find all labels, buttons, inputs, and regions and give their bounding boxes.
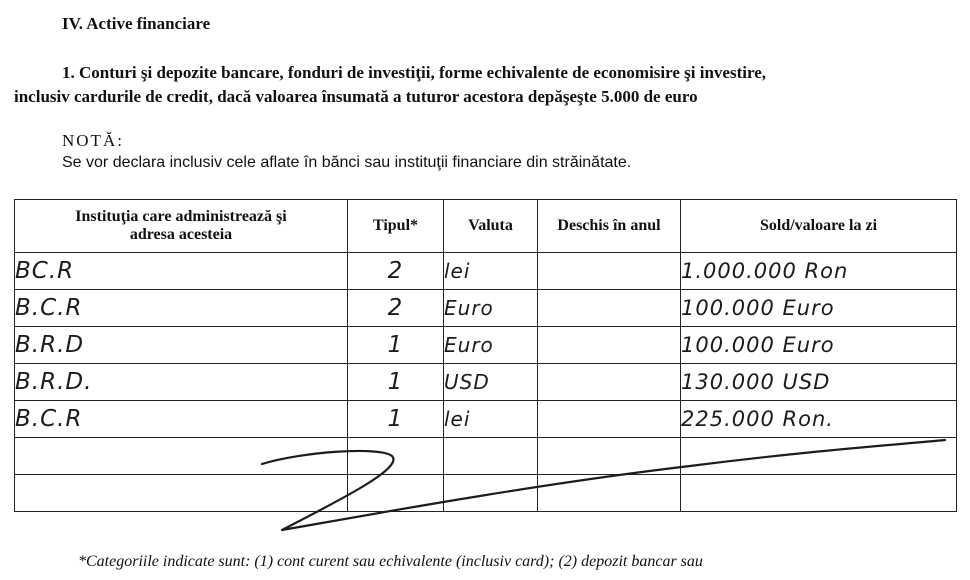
cell-opened [538,401,681,438]
financial-assets-table [14,199,957,512]
cell-opened [538,475,681,512]
cell-type: 1 [348,327,444,364]
cell-currency: Euro [444,290,538,327]
cell-institution: B.R.D. [15,364,348,401]
header-institution: Instituţia care administrează şi adresa acesteia [15,200,348,253]
heading-line-1: 1. Conturi şi depozite bancare, fonduri de investiţii, forme echivalente de economisire şi investire, [62,63,767,82]
cell-type: 2 [348,253,444,290]
table-row [15,364,957,401]
cell-institution: B.C.R [15,290,348,327]
cell-currency: Euro [444,327,538,364]
table-row [15,327,957,364]
section-title: IV. Active financiare [62,14,211,33]
table-row [15,253,957,290]
cell-type [348,438,444,475]
header-currency: Valuta [444,200,538,253]
header-type: Tipul* [348,200,444,253]
cell-type [348,475,444,512]
cell-currency [444,475,538,512]
cell-currency [444,438,538,475]
footnote: *Categoriile indicate sunt: (1) cont curent sau echivalente (inclusiv card); (2) depozit bancar sau [78,553,703,570]
cell-type: 2 [348,290,444,327]
table-row [15,475,957,512]
cell-opened [538,290,681,327]
cell-type: 1 [348,364,444,401]
table-row [15,401,957,438]
header-balance: Sold/valoare la zi [681,200,957,253]
cell-institution: BC.R [15,253,348,290]
cell-opened [538,364,681,401]
heading-line-2: inclusiv cardurile de credit, dacă valoarea însumată a tuturor acestora depăşeşte 5.000 de euro [14,87,698,106]
table-row [15,438,957,475]
cell-currency: USD [444,364,538,401]
cell-institution [15,475,348,512]
table-row [15,290,957,327]
nota-text: Se vor declara inclusiv cele aflate în bănci sau instituţii financiare din străinătate. [62,154,632,171]
cell-institution: B.C.R [15,401,348,438]
header-opened: Deschis în anul [538,200,681,253]
cell-currency: lei [444,401,538,438]
cell-type: 1 [348,401,444,438]
cell-balance: 100.000 Euro [681,327,957,364]
cell-institution: B.R.D [15,327,348,364]
cell-balance: 225.000 Ron. [681,401,957,438]
table-header-row [15,200,957,253]
cell-opened [538,253,681,290]
cell-currency: lei [444,253,538,290]
cell-opened [538,438,681,475]
cell-balance: 100.000 Euro [681,290,957,327]
cell-balance: 1.000.000 Ron [681,253,957,290]
cell-opened [538,327,681,364]
cell-balance [681,438,957,475]
cell-balance: 130.000 USD [681,364,957,401]
cell-institution [15,438,348,475]
cell-balance [681,475,957,512]
nota-label: NOTĂ: [62,131,124,150]
